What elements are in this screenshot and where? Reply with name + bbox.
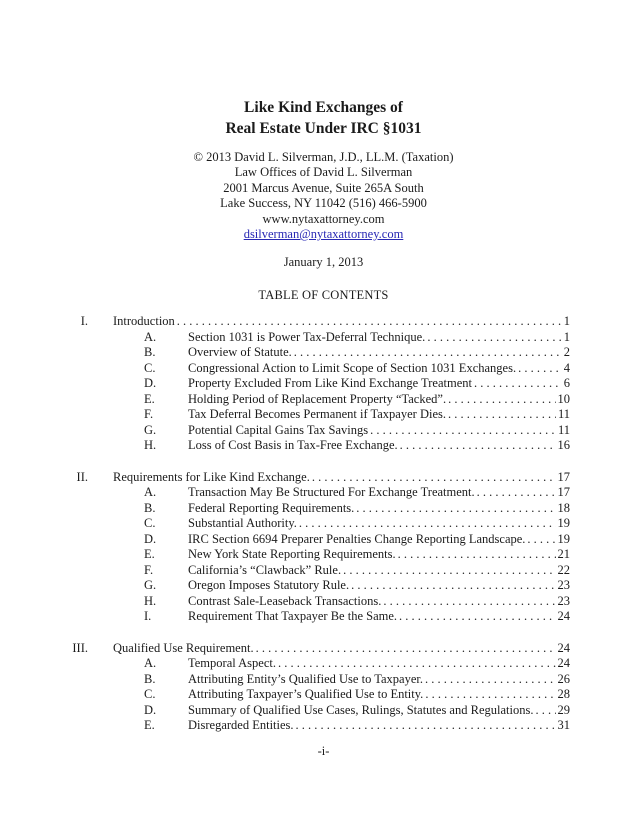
toc-item-title: Summary of Qualified Use Cases, Rulings, Statutes and Regulations. <box>188 702 534 717</box>
toc-item-letter: A. <box>144 485 157 500</box>
toc-item-entry <box>144 578 570 594</box>
toc-item-letter: F. <box>144 562 154 577</box>
toc-item-title: Federal Reporting Requirements. <box>188 500 355 515</box>
dot-leader <box>368 423 556 439</box>
toc-item-title: Tax Deferral Becomes Permanent if Taxpayer Dies. <box>188 407 446 422</box>
toc-item-title: Disregarded Entities. <box>188 718 294 733</box>
dot-leader <box>292 345 562 361</box>
toc-page-number: 2 <box>563 345 570 360</box>
toc-item-letter: H. <box>144 438 157 453</box>
dot-leader <box>396 547 556 563</box>
dot-leader <box>423 687 555 703</box>
toc-item-entry <box>144 407 570 423</box>
toc-section-numeral: I. <box>80 314 88 329</box>
toc-page-number: 29 <box>557 702 570 717</box>
toc-item-letter: I. <box>144 609 152 624</box>
toc-item-entry <box>144 672 570 688</box>
toc-section-title: Qualified Use Requirement. <box>113 640 254 655</box>
contact-line: © 2013 David L. Silverman, J.D., LL.M. (Taxation) <box>193 150 454 164</box>
toc-item-title: Attributing Taxpayer’s Qualified Use to Entity. <box>188 687 424 702</box>
toc-item-entry <box>144 656 570 672</box>
toc-page-number: 31 <box>557 718 570 733</box>
toc-item-entry <box>144 438 570 454</box>
toc-item-letter: G. <box>144 422 157 437</box>
toc-item-title: Transaction May Be Structured For Exchange Treatment. <box>188 485 475 500</box>
toc-item-letter: E. <box>144 718 155 733</box>
toc-page-number: 18 <box>557 500 570 515</box>
toc-page-number: 6 <box>563 376 570 391</box>
toc-item-title: IRC Section 6694 Preparer Penalties Change Reporting Landscape. <box>188 531 526 546</box>
dot-leader <box>310 470 556 486</box>
toc-item-letter: E. <box>144 547 155 562</box>
toc-item-letter: H. <box>144 593 157 608</box>
toc-item-title: New York State Reporting Requirements. <box>188 547 396 562</box>
toc-item-entry <box>144 501 570 517</box>
toc-item-title: Requirement That Taxpayer Be the Same. <box>188 609 398 624</box>
dot-leader <box>397 609 555 625</box>
toc-section-numeral: II. <box>76 469 88 484</box>
toc-page-number: 11 <box>557 407 570 422</box>
dot-leader <box>446 392 555 408</box>
toc-item-entry <box>144 330 570 346</box>
dot-leader <box>472 376 562 392</box>
toc-page-number: 28 <box>557 687 570 702</box>
toc-item-entry <box>144 594 570 610</box>
toc-item-title: California’s “Clawback” Rule. <box>188 562 342 577</box>
toc-item-title: Congressional Action to Limit Scope of Section 1031 Exchanges. <box>188 360 517 375</box>
toc-item-entry <box>144 423 570 439</box>
toc-item-entry <box>144 516 570 532</box>
toc-section <box>77 470 570 625</box>
contact-line: Law Offices of David L. Silverman <box>234 165 413 180</box>
dot-leader <box>175 314 562 330</box>
dot-leader <box>516 361 562 377</box>
toc-section-title: Introduction <box>113 314 175 329</box>
toc-page-number: 1 <box>563 329 570 344</box>
toc-item-letter: C. <box>144 687 156 702</box>
toc-page-number: 1 <box>563 314 570 329</box>
toc-item-letter: F. <box>144 407 154 422</box>
toc-item-entry <box>144 361 570 377</box>
toc-item-title: Oregon Imposes Statutory Rule. <box>188 578 350 593</box>
document-title-line1: Like Kind Exchanges of <box>244 99 403 116</box>
document-title-line2: Real Estate Under IRC §1031 <box>225 120 422 137</box>
toc-item-title: Substantial Authority. <box>188 516 297 531</box>
toc-section-entry <box>77 470 570 486</box>
toc-section <box>77 314 570 454</box>
toc-item-title: Loss of Cost Basis in Tax-Free Exchange. <box>188 438 398 453</box>
toc-item-letter: D. <box>144 702 157 717</box>
toc-item-title: Holding Period of Replacement Property “Tacked”. <box>188 391 447 406</box>
toc-item-entry <box>144 376 570 392</box>
email-link[interactable]: dsilverman@nytaxattorney.com <box>243 227 404 242</box>
toc-page-number: 19 <box>557 516 570 531</box>
toc-item-letter: D. <box>144 531 157 546</box>
toc-heading: TABLE OF CONTENTS <box>258 287 389 302</box>
toc-item-entry <box>144 563 570 579</box>
toc-page-number: 16 <box>557 438 570 453</box>
toc-item-title: Property Excluded From Like Kind Exchange Treatment <box>188 376 472 391</box>
contact-line: www.nytaxattorney.com <box>262 211 385 226</box>
dot-leader <box>423 672 556 688</box>
toc-item-entry <box>144 547 570 563</box>
toc-item-letter: A. <box>144 329 157 344</box>
toc-section-entry <box>72 640 570 657</box>
toc-item-entry <box>144 687 570 703</box>
toc-page-number: 10 <box>557 391 570 406</box>
dot-leader <box>254 641 556 657</box>
toc-page-number: 23 <box>557 593 570 608</box>
toc-page-number: 21 <box>557 547 570 562</box>
toc-item-title: Temporal Aspect. <box>188 656 276 671</box>
toc-item-letter: B. <box>144 671 156 686</box>
toc-list <box>72 314 570 734</box>
document-title <box>77 97 570 139</box>
page-number-footer: -i- <box>317 743 330 758</box>
toc-page-number: 24 <box>557 609 570 624</box>
dot-leader <box>294 718 556 734</box>
toc-item-title: Attributing Entity’s Qualified Use to Taxpayer. <box>188 671 423 686</box>
toc-item-entry <box>144 485 570 501</box>
toc-item-entry <box>144 345 570 361</box>
toc-page-number: 19 <box>557 531 570 546</box>
toc-item-title: Section 1031 is Power Tax-Deferral Technique. <box>188 329 426 344</box>
toc-item-entry <box>144 718 570 734</box>
toc-section-title: Requirements for Like Kind Exchange. <box>113 469 310 484</box>
toc-item-entry <box>144 532 570 548</box>
toc-item-letter: C. <box>144 360 156 375</box>
dot-leader <box>398 438 556 454</box>
contact-block <box>77 150 570 227</box>
toc-item-title: Contrast Sale-Leaseback Transactions. <box>188 593 382 608</box>
toc-page-number: 23 <box>557 578 570 593</box>
dot-leader <box>276 656 556 672</box>
dot-leader <box>381 594 555 610</box>
dot-leader <box>341 563 555 579</box>
toc-page-number: 17 <box>557 469 570 484</box>
email-row <box>77 227 570 242</box>
toc-item-letter: G. <box>144 578 157 593</box>
contact-line: Lake Success, NY 11042 (516) 466-5900 <box>220 196 427 211</box>
dot-leader <box>425 330 561 346</box>
toc-item-entry <box>144 609 570 625</box>
dot-leader <box>297 516 556 532</box>
toc-page-number: 22 <box>557 562 570 577</box>
toc-item-letter: D. <box>144 376 157 391</box>
toc-item-letter: B. <box>144 345 156 360</box>
toc-item-letter: A. <box>144 656 157 671</box>
toc-page-number: 24 <box>557 640 570 655</box>
toc-item-title: Potential Capital Gains Tax Savings <box>188 422 369 437</box>
toc-page-number: 11 <box>557 422 570 437</box>
toc-page-number: 17 <box>557 485 570 500</box>
toc-section-entry <box>77 314 570 330</box>
toc-item-entry <box>144 392 570 408</box>
toc-section <box>72 640 570 734</box>
contact-line: 2001 Marcus Avenue, Suite 265A South <box>223 180 424 195</box>
dot-leader <box>475 485 556 501</box>
toc-item-title: Overview of Statute. <box>188 345 292 360</box>
dot-leader <box>354 501 555 517</box>
dot-leader <box>446 407 556 423</box>
toc-item-letter: E. <box>144 391 155 406</box>
dot-leader <box>525 532 555 548</box>
toc-section-numeral: III. <box>72 640 88 655</box>
dot-leader <box>349 578 555 594</box>
toc-item-letter: B. <box>144 500 156 515</box>
toc-item-entry <box>144 703 570 719</box>
toc-page-number: 24 <box>557 656 570 671</box>
toc-item-letter: C. <box>144 516 156 531</box>
dot-leader <box>533 703 555 719</box>
toc-page-number: 4 <box>563 360 570 375</box>
document-date: January 1, 2013 <box>283 255 364 270</box>
toc-page-number: 26 <box>557 671 570 686</box>
